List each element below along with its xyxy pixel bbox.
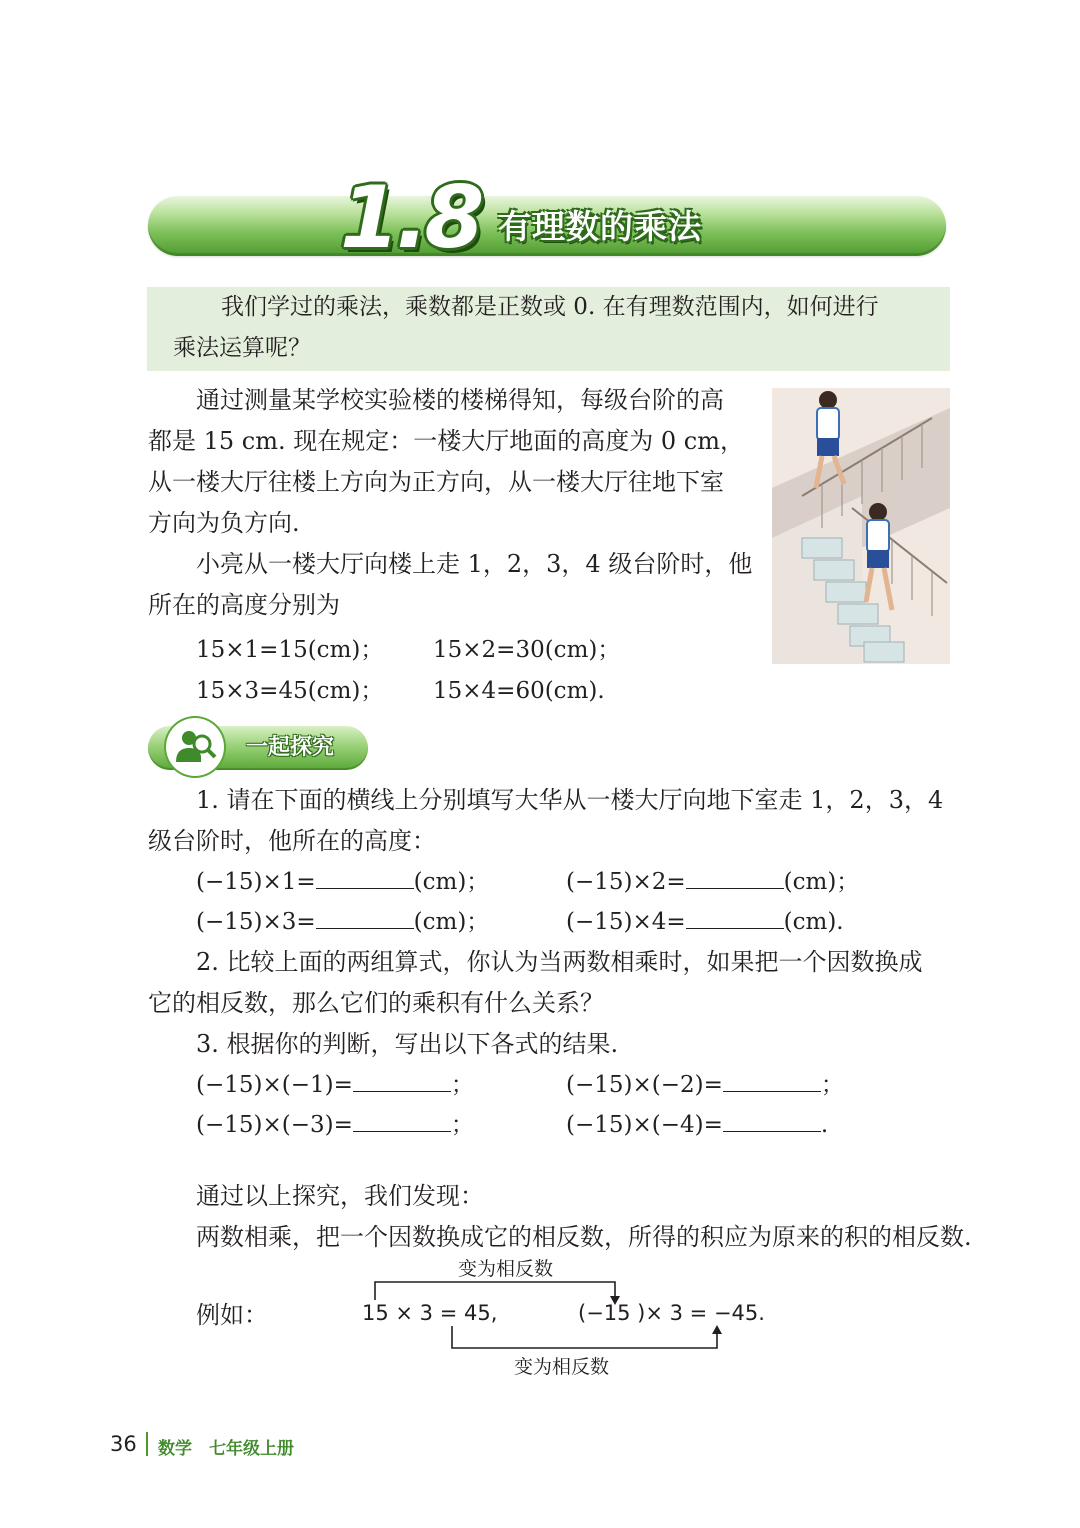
example-formula-left: 15 × 3 = 45,	[362, 1301, 498, 1325]
page-number: 36	[110, 1432, 137, 1456]
intro-line-2: 乘法运算呢？	[173, 335, 311, 361]
body-line: 都是 15 cm. 现在规定：一楼大厅地面的高度为 0 cm，	[148, 427, 744, 455]
equation: 15×1=15(cm)；	[196, 637, 384, 663]
fill-row: (−15)×(−1)= ；	[196, 1072, 474, 1098]
q2-line-1: 2. 比较上面的两组算式，你认为当两数相乘时，如果把一个因数换成	[196, 948, 923, 976]
bottom-arrow-label: 变为相反数	[514, 1356, 610, 1378]
conclusion-line-1: 通过以上探究，我们发现：	[196, 1182, 484, 1210]
fill-row: (−15)×(−4)= .	[566, 1112, 829, 1138]
answer-blank[interactable]	[686, 908, 784, 929]
answer-blank[interactable]	[686, 868, 784, 889]
equation: 15×3=45(cm)；	[196, 678, 384, 704]
fill-row: (−15)×2= (cm)；	[566, 869, 860, 895]
body-line: 通过测量某学校实验楼的楼梯得知，每级台阶的高	[196, 386, 724, 414]
answer-blank[interactable]	[723, 1111, 821, 1132]
body-line: 从一楼大厅往楼上方向为正方向，从一楼大厅往地下室	[148, 468, 724, 496]
body-line: 所在的高度分别为	[148, 591, 340, 619]
people-magnifier-icon	[172, 724, 218, 770]
answer-blank[interactable]	[723, 1071, 821, 1092]
example-label: 例如：	[196, 1301, 268, 1329]
example-formula-right: (−15 )× 3 = −45.	[578, 1301, 765, 1325]
answer-blank[interactable]	[316, 908, 414, 929]
body-line: 小亮从一楼大厅向楼上走 1，2，3，4 级台阶时，他	[196, 550, 753, 578]
staircase-illustration	[772, 388, 950, 664]
answer-blank[interactable]	[316, 868, 414, 889]
question-1	[148, 780, 958, 862]
equation: 15×4=60(cm).	[433, 678, 605, 704]
fill-row: (−15)×4= (cm).	[566, 909, 844, 935]
q1-line-1: 1. 请在下面的横线上分别填写大华从一楼大厅向地下室走 1，2，3，4	[196, 786, 944, 814]
fill-row: (−15)×(−3)= ；	[196, 1112, 474, 1138]
q1-line-2: 级台阶时，他所在的高度：	[148, 827, 436, 855]
fill-row: (−15)×(−2)= ；	[566, 1072, 844, 1098]
intro-box	[147, 287, 950, 371]
q3-line-1: 3. 根据你的判断，写出以下各式的结果.	[196, 1030, 619, 1058]
answer-blank[interactable]	[353, 1111, 451, 1132]
equation: 15×2=30(cm)；	[433, 637, 621, 663]
footer-divider	[146, 1432, 148, 1456]
top-arrow-label: 变为相反数	[458, 1258, 554, 1280]
q2-line-2: 它的相反数，那么它们的乘积有什么关系？	[148, 989, 604, 1017]
question-2	[148, 942, 958, 1065]
explore-badge-label: 一起探究	[246, 735, 335, 760]
body-line: 方向为负方向.	[148, 509, 300, 537]
conclusion-line-2: 两数相乘，把一个因数换成它的相反数，所得的积应为原来的积的相反数.	[196, 1223, 972, 1251]
book-title: 数学 七年级上册	[158, 1439, 294, 1459]
conclusion	[196, 1176, 972, 1258]
section-number: 1.8	[340, 168, 481, 268]
body-paragraph-1	[148, 380, 758, 626]
section-title: 有理数的乘法	[498, 207, 702, 246]
intro-line-1: 我们学过的乘法，乘数都是正数或 0. 在有理数范围内，如何进行	[221, 294, 879, 320]
fill-row: (−15)×1= (cm)；	[196, 869, 490, 895]
answer-blank[interactable]	[353, 1071, 451, 1092]
fill-row: (−15)×3= (cm)；	[196, 909, 490, 935]
